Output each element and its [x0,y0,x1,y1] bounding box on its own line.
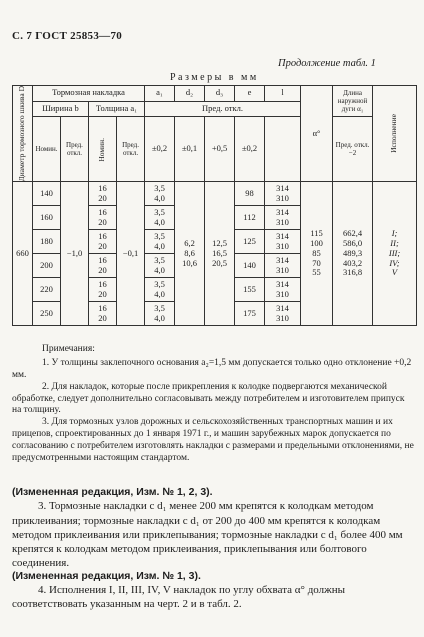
cell-thickness: 16 20 [89,230,117,254]
cell-d2: 6,2 8,6 10,6 [175,182,205,326]
cell-alpha: 115 100 85 70 55 [301,182,333,326]
header-thickness: Толщина a₁ [89,101,145,117]
cell-width: 250 [33,302,61,326]
table-caption: Размеры в мм [170,72,259,83]
cell-thick-dev: −0,1 [117,182,145,326]
header-d2: d₂ [175,86,205,102]
cell-e: 125 [235,230,265,254]
cell-width-dev: −1,0 [61,182,89,326]
cell-thickness: 16 20 [89,182,117,206]
cell-a1: 3,5 4,0 [145,206,175,230]
header-length-dev: Пред. откл. −2 [333,117,373,182]
cell-width: 200 [33,254,61,278]
cell-thickness: 16 20 [89,254,117,278]
header-width-nominal: Номин. [33,117,61,182]
cell-execution: I; II; III; IV; V [373,182,417,326]
cell-a1: 3,5 4,0 [145,230,175,254]
cell-thickness: 16 20 [89,206,117,230]
tol-d2: ±0,1 [175,117,205,182]
notes-section [12,344,416,465]
cell-a1: 3,5 4,0 [145,302,175,326]
tol-l [265,117,301,182]
header-length: Длина наружной дуги α₁ [333,86,373,117]
notes-title: Примечания: [42,344,95,354]
tol-e: ±0,2 [235,117,265,182]
tol-a1: ±0,2 [145,117,175,182]
page-header: С. 7 ГОСТ 25853—70 [12,30,123,42]
cell-e: 140 [235,254,265,278]
amendment-note-1: (Измененная редакция, Изм. № 1, 2, 3). [12,486,213,498]
cell-width: 140 [33,182,61,206]
paragraph-3: 3. Тормозные накладки с d₁ менее 200 мм крепятся к колодкам методом приклеивания; тормозные накладки с d₁ от 200 до 400 мм крепятся к колодкам методом приклеивания или приклепывания; тормозные накладки с d₁ более 400 мм крепятся к колодкам методом приклеивания, приклепывания или болтового соединения. [12,500,403,569]
cell-e: 112 [235,206,265,230]
spec-table [12,85,417,326]
header-width-dev: Пред. откл. [61,117,89,182]
cell-a1: 3,5 4,0 [145,182,175,206]
header-e: e [235,86,265,102]
cell-length: 662,4 586,0 489,3 403,2 316,8 [333,182,373,326]
header-alpha: α° [301,86,333,182]
tol-d3: +0,5 [205,117,235,182]
cell-a1: 3,5 4,0 [145,254,175,278]
header-diameter: Диаметр тормозного шкива D [13,86,33,182]
header-linings: Тормозная накладка [33,86,145,102]
cell-width: 220 [33,278,61,302]
table-continuation-label: Продолжение табл. 1 [278,58,376,69]
cell-width: 180 [33,230,61,254]
cell-l: 314 310 [265,206,301,230]
cell-l: 314 310 [265,254,301,278]
note-2: 2. Для накладок, которые после прикрепления к колодке подвергаются механической обработке, следует дополнительно согласовывать между потребителем и изготовителем припуск на толщину. [12,381,405,416]
amendment-note-2: (Измененная редакция, Изм. № 1, 3). [12,569,201,582]
header-a1: a₁ [145,86,175,102]
cell-a1: 3,5 4,0 [145,278,175,302]
note-1: 1. У толщины заклепочного основания a₂=1,5 мм допускается только одно отклонение +0,2 мм. [12,357,412,380]
cell-l: 314 310 [265,302,301,326]
cell-thickness: 16 20 [89,302,117,326]
cell-diameter: 660 [13,182,33,326]
cell-l: 314 310 [265,182,301,206]
cell-e: 98 [235,182,265,206]
cell-l: 314 310 [265,278,301,302]
header-thick-dev: Пред. откл. [117,117,145,182]
header-deviation-group: Пред. откл. [145,101,301,117]
cell-l: 314 310 [265,230,301,254]
note-3: 3. Для тормозных узлов дорожных и сельскохозяйственных транспортных машин и их прицепов, спроектированных до 1 января 1971 г., и машин зарубежных марок допускается по согласованию с потребителем изготовлять накладки с размерами и предельными отклонениями, не предусмотренными настоящим стандартом. [12,417,414,463]
cell-d3: 12,5 16,5 20,5 [205,182,235,326]
cell-thickness: 16 20 [89,278,117,302]
header-thick-nominal: Номин. [89,117,117,182]
cell-e: 155 [235,278,265,302]
paragraph-4: 4. Исполнения I, II, III, IV, V накладок по углу обхвата α° должны соответствовать указанным на черт. 2 и в табл. 2. [12,584,346,611]
body-text [12,486,416,611]
cell-e: 175 [235,302,265,326]
header-l: l [265,86,301,102]
header-d3: d₃ [205,86,235,102]
header-width: Ширина b [33,101,89,117]
cell-width: 160 [33,206,61,230]
header-execution: Исполнение [373,86,417,182]
